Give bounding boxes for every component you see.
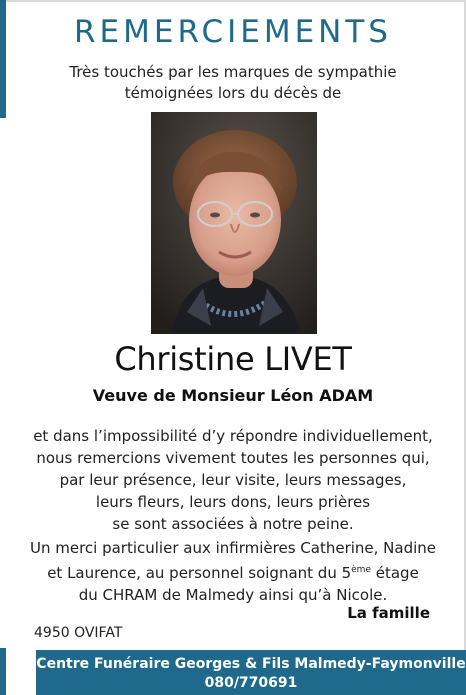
message-line: par leur présence, leur visite, leurs messages, [59,471,407,489]
special-line-3: du CHRAM de Malmedy ainsi qu’à Nicole. [78,586,388,604]
superscript: ème [351,565,371,575]
message-line: et dans l’impossibilité d’y répondre individuellement, [33,427,433,445]
funeral-home-footer [36,650,466,695]
special-line-2: et Laurence, au personnel soignant du 5ème étage [47,564,419,582]
special-thanks [0,537,466,606]
accent-bar-bottom [0,648,6,695]
top-border [0,0,466,2]
thanks-message [0,425,466,535]
special-line-1: Un merci particulier aux infirmières Catherine, Nadine [29,539,437,557]
portrait-photo [151,112,317,334]
footer-phone: 080/770691 [204,675,298,691]
locality: 4950 OVIFAT [34,625,123,641]
deceased-subtitle: Veuve de Monsieur Léon ADAM [92,386,374,405]
intro-line-2: témoignées lors du décès de [124,84,342,102]
message-line: nous remercions vivement toutes les personnes qui, [36,449,430,467]
intro-line-1: Très touchés par les marques de sympathie [69,63,397,81]
deceased-name: Christine LIVET [114,340,352,378]
footer-line-1: Centre Funéraire Georges & Fils Malmedy-Faymonville [36,656,466,672]
signature: La famille [347,604,430,622]
heading: REMERCIEMENTS [74,14,392,50]
message-line: leurs fleurs, leurs dons, leurs prières [95,493,371,511]
intro-text [0,62,466,104]
message-line: se sont associées à notre peine. [112,515,354,533]
